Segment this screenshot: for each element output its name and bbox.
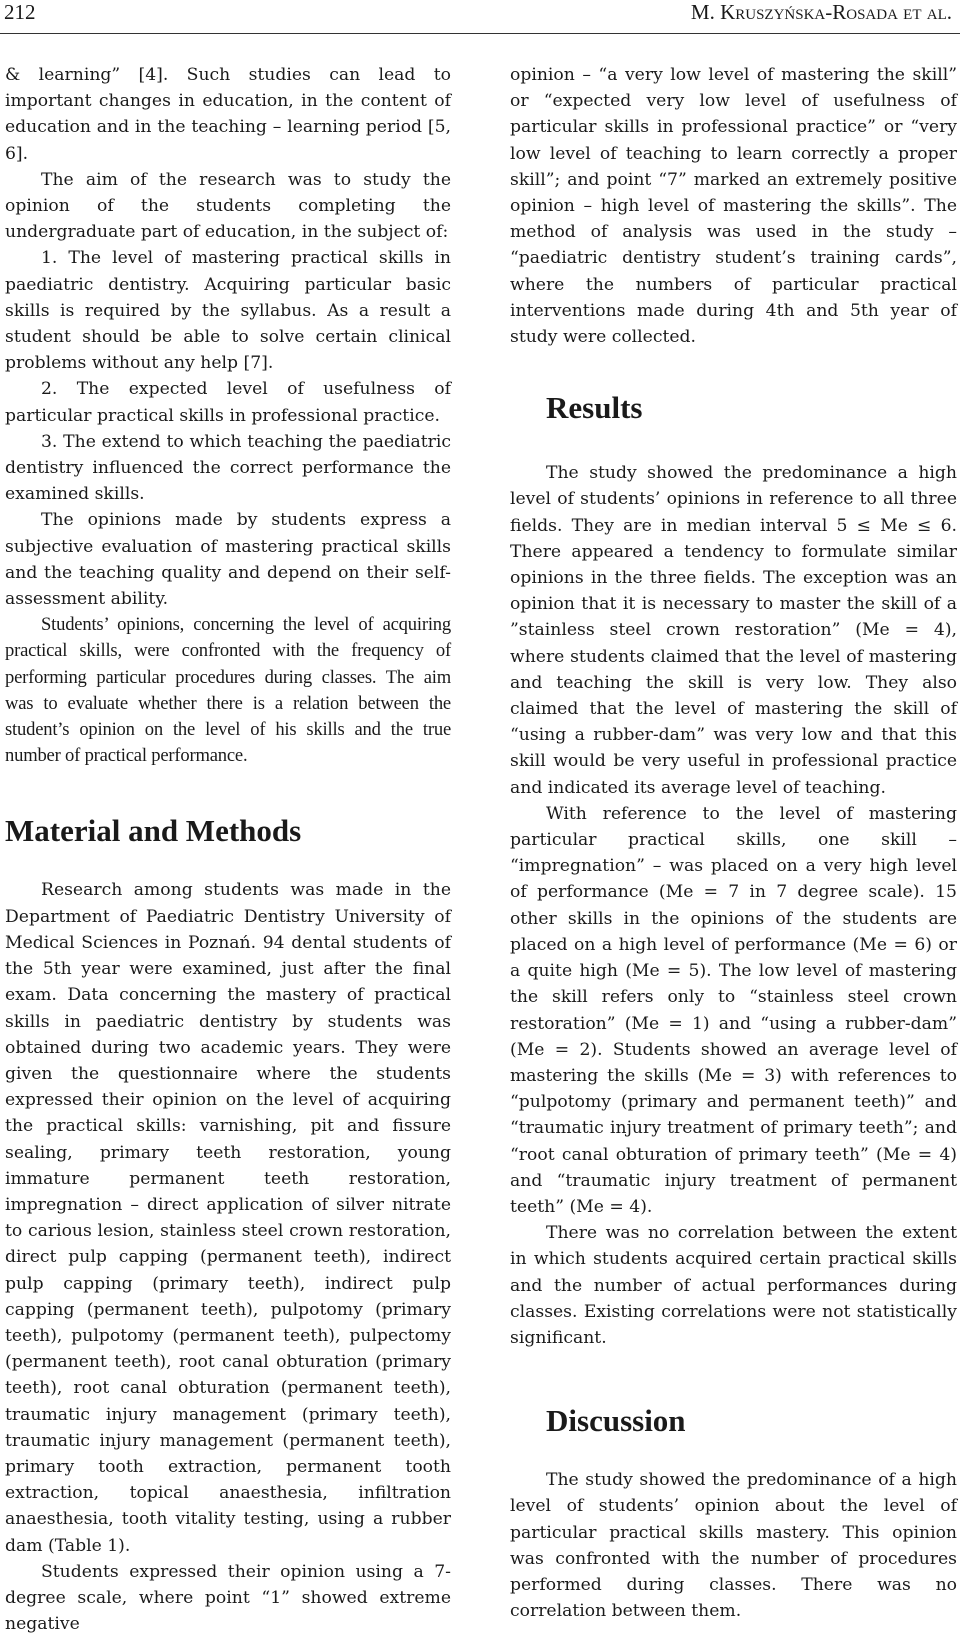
header-rule bbox=[0, 33, 960, 34]
paragraph: The opinions made by students express a subjective evaluation of mastering practical skills and the teaching quality and depend on their self-assessment ability. bbox=[5, 510, 451, 610]
section-heading-methods: Material and Methods bbox=[5, 813, 302, 849]
running-authors: M. Kruszyńska-Rosada et al. bbox=[690, 0, 952, 24]
paragraph: Students expressed their opinion using a 7-degree scale, where point “1” showed extreme negative bbox=[5, 1561, 451, 1635]
paragraph: There was no correlation between the extent in which students acquired certain practical skills and the number of actual performances during classes. Existing correlations were not statistically significant. bbox=[510, 1223, 957, 1348]
section-heading-discussion: Discussion bbox=[546, 1403, 686, 1439]
list-item: 2. The expected level of usefulness of particular practical skills in professional practice. bbox=[5, 379, 451, 426]
left-column bbox=[5, 62, 451, 1637]
paragraph: The study showed the predominance a high level of students’ opinions in reference to all three fields. They are in median interval 5 ≤ Me ≤ 6. There appeared a tendency to formulate similar opinions in the three fields. The exception was an opinion that it is necessary to master the skill of a ”stainless steel crown restoration” (Me = 4), where students claimed that the level of mastering and teaching the skill is very low. They also claimed that the level of mastering the skill of “using a rubber-dam” was very low and that this skill would be very useful in professional practice and indicated its average level of teaching. bbox=[510, 463, 957, 798]
paragraph: Students’ opinions, concerning the level of acquiring practical skills, were confronted with the frequency of performing particular procedures during classes. The aim was to evaluate whether there is a relation between the student’s opinion on the level of his skills and the true number of practical performance. bbox=[5, 614, 451, 767]
list-item: 3. The extend to which teaching the paediatric dentistry influenced the correct performance the examined skills. bbox=[5, 431, 451, 505]
running-header bbox=[0, 0, 960, 30]
right-column bbox=[510, 62, 957, 1624]
list-item: 1. The level of mastering practical skills in paediatric dentistry. Acquiring particular basic skills is required by the syllabus. As a result a student should be able to solve certain clinical problems without any help [7]. bbox=[5, 248, 451, 374]
paragraph: The aim of the research was to study the opinion of the students completing the undergraduate part of education, in the subject of: bbox=[5, 169, 451, 243]
paragraph: & learning” [4]. Such studies can lead to important changes in education, in the content of education and in the teaching – learning period [5, 6]. bbox=[5, 65, 451, 164]
paragraph: With reference to the level of mastering particular practical skills, one skill – “impregnation” – was placed on a very high level of performance (Me = 7 in 7 degree scale). 15 other skills in the opinions of the students are placed on a high level of performance (Me = 6) or a quite high (Me = 5). The low level of mastering the skill refers only to “stainless steel crown restoration” (Me = 1) and “using a rubber-dam” (Me = 2). Students showed an average level of mastering the skills (Me = 3) with references to “pulpotomy (primary and permanent teeth)” and “traumatic injury treatment of primary teeth”; and “root canal obturation of primary teeth” (Me = 4) and “traumatic injury treatment of permanent teeth” (Me = 4). bbox=[510, 803, 957, 1217]
paragraph: The study showed the predominance of a high level of students’ opinion about the level of particular practical skills mastery. This opinion was confronted with the number of procedures performed during classes. There was no correlation between them. bbox=[510, 1470, 957, 1622]
section-heading-results: Results bbox=[546, 390, 643, 426]
paragraph: opinion – “a very low level of mastering the skill” or “expected very low level of usefulness of particular skills in professional practice” or “very low level of teaching to learn correctly a proper skill”; and point “7” marked an extremely positive opinion – high level of mastering the skills”. The method of analysis was used in the study – “paediatric dentistry student’s training cards”, where the numbers of particular practical interventions made during 4th and 5th year of study were collected. bbox=[510, 65, 957, 348]
page-number: 212 bbox=[4, 0, 36, 24]
paragraph: Research among students was made in the Department of Paediatric Dentistry University of Medical Sciences in Poznań. 94 dental students of the 5th year were examined, just after the final exam. Data concerning the mastery of practical skills in paediatric dentistry by students was obtained during two academic years. They were given the questionnaire where the students expressed their opinion on the level of acquiring the practical skills: varnishing, pit and fissure sealing, primary teeth restoration, young immature permanent teeth restoration, impregnation – direct application of silver nitrate to carious lesion, stainless steel crown restoration, direct pulp capping (permanent teeth), indirect pulp capping (primary teeth), indirect pulp capping (permanent teeth), pulpotomy (primary teeth), pulpotomy (permanent teeth), pulpectomy (permanent teeth), root canal obturation (primary teeth), root canal obturation (permanent teeth), traumatic injury management (primary teeth), traumatic injury management (permanent teeth), primary tooth extraction, permanent tooth extraction, topical anaesthesia, infiltration anaesthesia, tooth vitality testing, using a rubber dam (Table 1). bbox=[5, 880, 451, 1556]
